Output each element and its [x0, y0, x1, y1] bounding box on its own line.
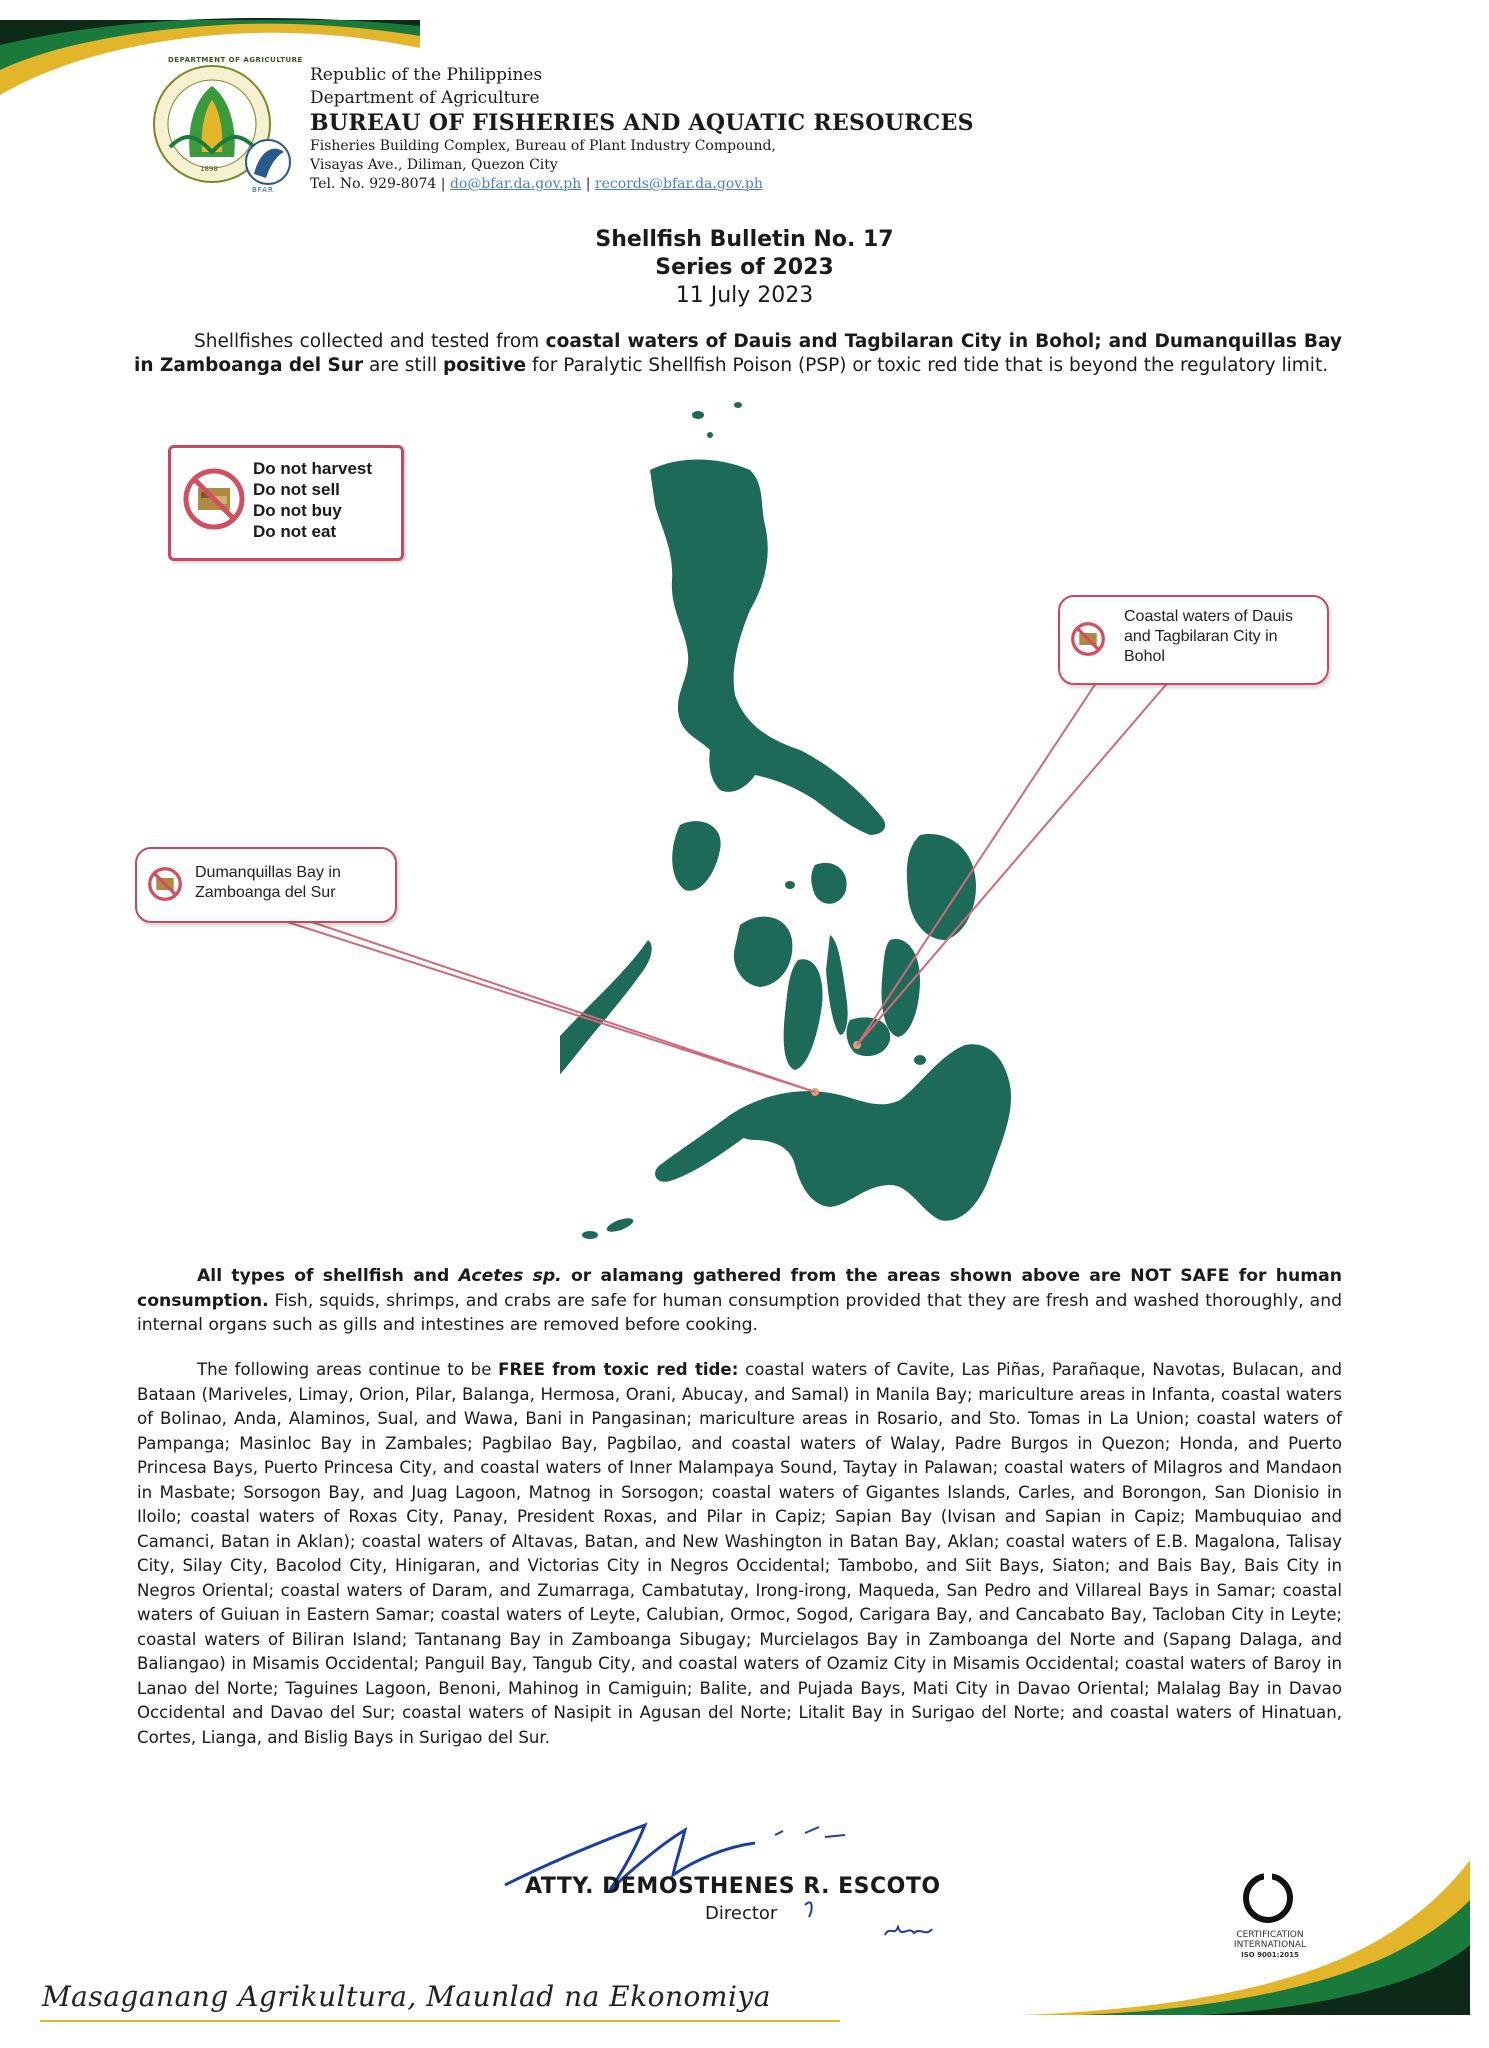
warning-line-eat: Do not eat — [253, 522, 337, 541]
warning-line-harvest: Do not harvest — [253, 459, 373, 478]
header-tel: Tel. No. 929-8074 | — [310, 176, 450, 192]
safety-acetes: Acetes sp. — [458, 1266, 562, 1286]
header-address-1: Fisheries Building Complex, Bureau of Plant Industry Compound, — [310, 138, 776, 154]
signatory-position: Director — [705, 1903, 778, 1924]
logo-agency-text: DEPARTMENT OF AGRICULTURE — [168, 56, 303, 64]
intro-positive: positive — [442, 355, 527, 376]
cert-line-2: INTERNATIONAL — [1233, 1940, 1307, 1950]
safety-text: Fish, squids, shrimps, and crabs are safe for human consumption provided that they are fresh and washed thoroughly, and internal organs such as gills and intestines are removed before cooking. — [137, 1290, 1342, 1335]
header-address-2: Visayas Ave., Diliman, Quezon City — [310, 157, 558, 173]
safety-bold-1: All types of shellfish and — [197, 1266, 459, 1286]
title-series: Series of 2023 — [655, 255, 834, 280]
header-department: Department of Agriculture — [310, 88, 540, 108]
cert-line-3: ISO 9001:2015 — [1241, 1951, 1299, 1959]
intro-text-3: for Paralytic Shellfish Poison (PSP) or toxic red tide that is beyond the regulatory limit. — [526, 355, 1329, 376]
bfar-mark: BFAR — [252, 186, 274, 194]
header-sep: | — [581, 176, 595, 192]
free-bold: FREE from toxic red tide: — [498, 1360, 739, 1379]
title-bulletin-number: Shellfish Bulletin No. 17 — [595, 227, 894, 252]
logo-year: 1898 — [200, 165, 218, 173]
intro-text-2: are still — [363, 355, 443, 376]
header-republic: Republic of the Philippines — [310, 65, 543, 85]
email-link-records[interactable]: records@bfar.da.gov.ph — [594, 176, 763, 192]
motto-underline — [40, 2020, 840, 2022]
free-areas-paragraph — [137, 1358, 1342, 1750]
intro-text-1: Shellfishes collected and tested from — [194, 331, 546, 352]
title-date: 11 July 2023 — [675, 283, 814, 308]
director-signature — [495, 1805, 895, 1925]
header-bureau: BUREAU OF FISHERIES AND AQUATIC RESOURCES — [310, 110, 974, 136]
free-text-1: The following areas continue to be — [197, 1360, 499, 1379]
footer-motto: Masaganang Agrikultura, Maunlad na Ekonomiya — [42, 1980, 771, 2013]
initials-mark — [880, 1915, 940, 1945]
footer-band-graphic — [1020, 1860, 1470, 2020]
no-shellfish-icon — [147, 866, 183, 902]
safety-paragraph — [137, 1264, 1342, 1338]
callout-zamboanga — [135, 847, 397, 923]
email-link-do[interactable]: do@bfar.da.gov.ph — [449, 176, 582, 192]
no-shellfish-icon — [181, 466, 247, 532]
safety-bold-2: or alamang gathered from the areas shown above are NOT SAFE for human consumption. — [137, 1266, 1342, 1311]
callout-bohol-text: Coastal waters of Dauis and Tagbilaran City in Bohol — [1124, 608, 1293, 665]
callout-zamboanga-text: Dumanquillas Bay in Zamboanga del Sur — [195, 864, 341, 901]
callout-bohol — [1058, 595, 1329, 685]
signatory-name: ATTY. DEMOSTHENES R. ESCOTO — [525, 1874, 941, 1899]
cert-line-1: CERTIFICATION — [1236, 1930, 1304, 1940]
warning-list — [253, 458, 372, 542]
no-shellfish-icon — [1070, 621, 1106, 657]
free-areas-list: coastal waters of Cavite, Las Piñas, Parañaque, Navotas, Bulacan, and Bataan (Mariveles, Limay, Orion, Pilar, Balanga, Hermosa, Orani, Abucay, and Samal) in Manila Bay; mariculture areas in Infanta, coastal waters of Bolinao, Anda, Alaminos, Sual, and Wawa, Bani in Pangasinan; mariculture areas in Rosario, and Sto. Tomas in La Union; coastal waters of Pampanga; Masinloc Bay in Zambales; Pagbilao Bay, Pagbilao, and coastal waters of Walay, Padre Burgos in Quezon; Honda, and Puerto Princesa Bays, Puerto Princesa City, and coastal waters of Inner Malampaya Sound, Taytay in Palawan; coastal waters of Milagros and Mandaon in Masbate; Sorsogon Bay, and Juag Lagoon, Matnog in Sorsogon; coastal waters of Gigantes Islands, Carles, and Borongon, San Dionisio in Iloilo; coastal waters of Roxas City, Panay, President Roxas, and Pilar in Capiz; Sapian Bay (Ivisan and Sapian in Capiz; Mambuquiao and Camanci, Batan in Aklan); coastal waters of Altavas, Batan, and New Washington in Batan Bay, Aklan; coastal waters of E.B. Magalona, Talisay City, Silay City, Bacolod City, Hinigaran, and Victorias City in Negros Occidental; Tambobo, and Siit Bays, Siaton; and Bais Bay, Bais City in Negros Oriental; coastal waters of Daram, and Zumarraga, Cambatutay, Irong-irong, Maqueda, San Pedro and Villareal Bays in Samar; coastal waters of Guiuan in Eastern Samar; coastal waters of Leyte, Calubian, Ormoc, Sogod, Carigara Bay, and Cancabato Bay, Tacloban City in Leyte; coastal waters of Biliran Island; Tantanang Bay in Zamboanga Sibugay; Murcielagos Bay in Zamboanga del Norte and (Sapang Dalaga, and Baliangao) in Misamis Occidental; Panguil Bay, Tangub City, and coastal waters of Ozamiz City in Misamis Occidental; coastal waters of Baroy in Lanao del Norte; Taguines Lagoon, Benoni, Mahinog in Camiguin; Balite, and Pujada Bays, Mati City in Davao Oriental; Malalag Bay in Davao Occidental and Davao del Sur; coastal waters of Nasipit in Agusan del Norte; Litalit Bay in Surigao del Norte; and coastal waters of Hinatuan, Cortes, Lianga, and Bislig Bays in Surigao del Sur. — [137, 1360, 1342, 1747]
warning-box — [168, 445, 404, 561]
warning-line-sell: Do not sell — [253, 480, 340, 499]
intro-affected-areas: coastal waters of Dauis and Tagbilaran City in Bohol; and Dumanquillas Bay in Zamboanga del Sur — [134, 331, 1342, 376]
warning-line-buy: Do not buy — [253, 501, 342, 520]
